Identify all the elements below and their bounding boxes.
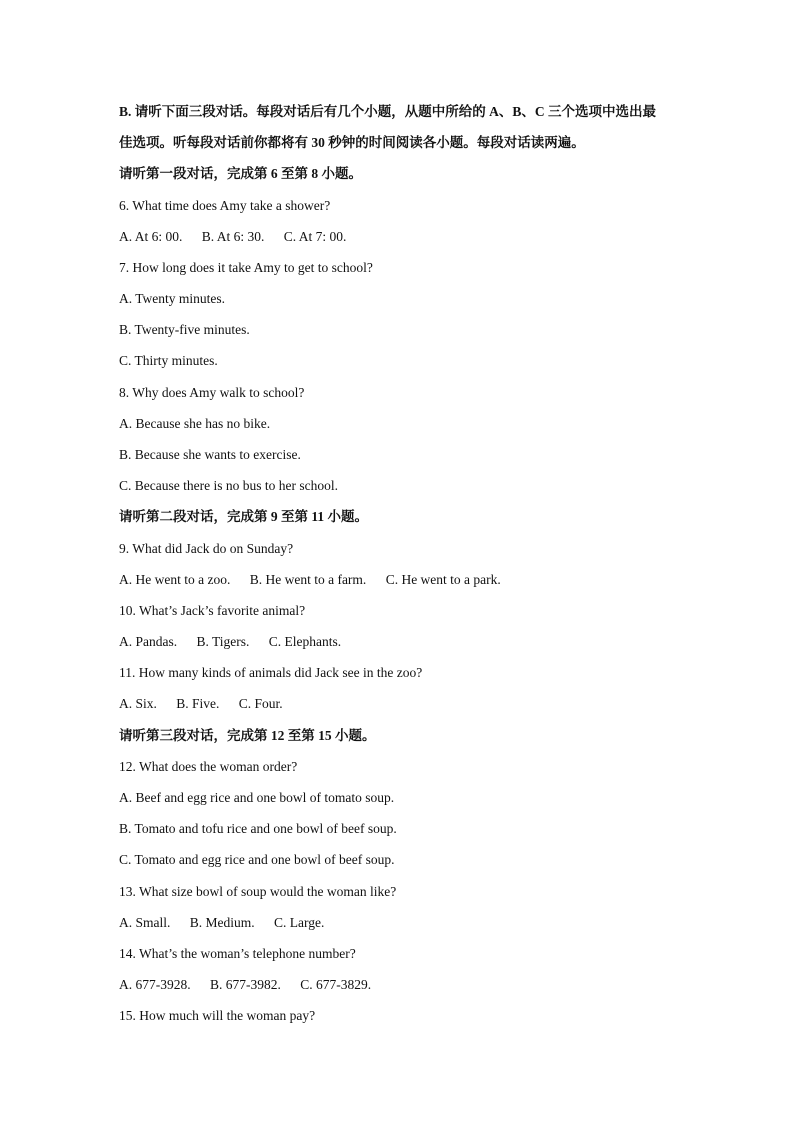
question-7-option-a: A. Twenty minutes. [119,291,226,306]
question-15-stem: 15. How much will the woman pay? [119,1008,316,1023]
option-a: A. Small. [119,915,171,930]
question-6-options [119,228,346,246]
question-13-options [119,914,324,932]
option-c: C. Four. [238,696,283,711]
question-9-options [119,571,501,589]
question-12-stem: 12. What does the woman order? [119,759,298,774]
question-14-stem: 14. What’s the woman’s telephone number? [119,946,356,961]
question-14-options [119,976,371,994]
section-heading-1: 请听第一段对话，完成第 6 至第 8 小题。 [119,166,362,181]
question-13-stem: 13. What size bowl of soup would the woman like? [119,884,397,899]
question-8-stem: 8. Why does Amy walk to school? [119,385,305,400]
option-b: B. At 6: 30. [201,229,265,244]
instruction-line-1: B. 请听下面三段对话。每段对话后有几个小题，从题中所给的 A、B、C 三个选项中选出最 [119,104,657,119]
option-b: B. Five. [176,696,220,711]
question-12-option-c: C. Tomato and egg rice and one bowl of beef soup. [119,852,395,867]
question-6-stem: 6. What time does Amy take a shower? [119,198,331,213]
option-a: A. Six. [119,696,157,711]
question-12-option-b: B. Tomato and tofu rice and one bowl of beef soup. [119,821,397,836]
question-11-stem: 11. How many kinds of animals did Jack see in the zoo? [119,665,423,680]
option-a: A. Pandas. [119,634,178,649]
question-11-options [119,695,283,713]
option-c: C. 677-3829. [300,977,372,992]
question-10-stem: 10. What’s Jack’s favorite animal? [119,603,306,618]
option-a: A. 677-3928. [119,977,191,992]
section-heading-2: 请听第二段对话，完成第 9 至第 11 小题。 [119,509,369,524]
instruction-line-2: 佳选项。听每段对话前你都将有 30 秒钟的时间阅读各小题。每段对话读两遍。 [119,135,585,150]
question-12-option-a: A. Beef and egg rice and one bowl of tomato soup. [119,790,395,805]
section-heading-3: 请听第三段对话，完成第 12 至第 15 小题。 [119,728,376,743]
question-10-options [119,633,341,651]
question-7-option-c: C. Thirty minutes. [119,353,218,368]
question-7-option-b: B. Twenty-five minutes. [119,322,250,337]
option-c: C. Elephants. [268,634,342,649]
option-c: C. At 7: 00. [283,229,347,244]
question-8-option-b: B. Because she wants to exercise. [119,447,301,462]
option-b: B. Medium. [189,915,255,930]
option-b: B. He went to a farm. [249,572,367,587]
option-b: B. Tigers. [196,634,250,649]
option-c: C. He went to a park. [385,572,501,587]
option-b: B. 677-3982. [210,977,281,992]
option-a: A. He went to a zoo. [119,572,231,587]
question-7-stem: 7. How long does it take Amy to get to school? [119,260,373,275]
option-c: C. Large. [274,915,325,930]
question-9-stem: 9. What did Jack do on Sunday? [119,541,294,556]
question-8-option-a: A. Because she has no bike. [119,416,271,431]
question-8-option-c: C. Because there is no bus to her school. [119,478,338,493]
option-a: A. At 6: 00. [119,229,183,244]
